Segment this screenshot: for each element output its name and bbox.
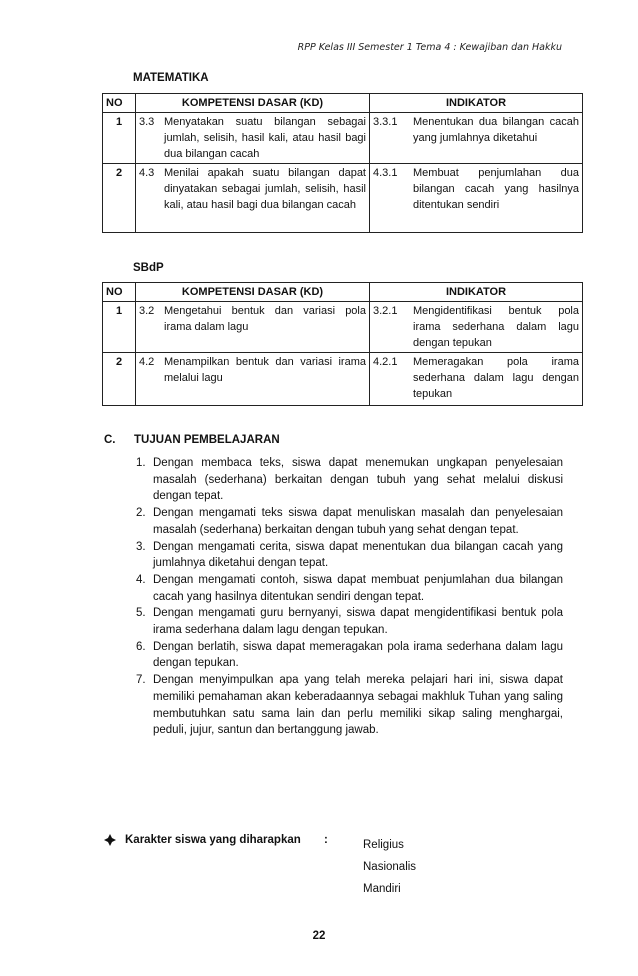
item-text: Dengan mengamati cerita, siswa dapat menentukan dua bilangan cacah yang jumlahnya diketahui dengan tepat. (153, 540, 563, 570)
item-text: Dengan mengamati contoh, siswa dapat membuat penjumlahan dua bilangan cacah yang hasilnya ditentukan sendiri dengan tepat. (153, 573, 563, 603)
kd-code: 4.2 (139, 356, 155, 368)
col-header-kd: KOMPETENSI DASAR (KD) (136, 94, 370, 113)
table-row (103, 353, 583, 406)
item-text: Dengan mengamati teks siswa dapat menuliskan masalah dan penyelesaian masalah (sederhana) berkaitan dengan tubuh yang sehat dengan tepat. (153, 507, 563, 536)
item-text: Dengan membaca teks, siswa dapat menemukan ungkapan penyelesaian masalah (sederhana) berkaitan dengan tubuh yang sehat melalui diskusi dengan tepat. (153, 457, 563, 503)
karakter-label: Karakter siswa yang diharapkan (125, 834, 301, 846)
indikator-text: Mengidentifikasi bentuk pola irama sederhana dalam lagu dengan tepukan (413, 305, 579, 349)
item-number: 4. (136, 573, 146, 586)
kd-code: 3.2 (139, 305, 155, 317)
diamond-bullet-icon (104, 834, 116, 846)
list-item (136, 672, 563, 739)
kd-text: Menyatakan suatu bilangan sebagai jumlah, selisih, hasil kali, atau hasil bagi dua bilangan cacah (164, 116, 366, 160)
kd-text: Menampilkan bentuk dan variasi irama melalui lagu (164, 356, 366, 384)
kd-table-matematika (102, 93, 583, 233)
indikator-cell (370, 302, 583, 353)
karakter-values (363, 834, 416, 900)
row-number: 2 (103, 353, 136, 406)
row-number: 1 (103, 113, 136, 164)
section-heading-tujuan (104, 434, 280, 446)
indikator-code: 3.2.1 (373, 305, 398, 317)
kd-text: Mengetahui bentuk dan variasi pola irama dalam lagu (164, 305, 366, 333)
indikator-cell (370, 353, 583, 406)
list-item (136, 539, 563, 572)
section-letter: C. (104, 434, 116, 446)
indikator-cell (370, 113, 583, 164)
col-header-no: NO (103, 94, 136, 113)
col-header-indikator: INDIKATOR (370, 94, 583, 113)
kd-text: Menilai apakah suatu bilangan dapat dinyatakan sebagai jumlah, selisih, hasil kali, atau hasil bagi dua bilangan cacah (164, 167, 366, 211)
item-number: 2. (136, 507, 146, 520)
running-header: RPP Kelas III Semester 1 Tema 4 : Kewajiban dan Hakku (297, 42, 562, 53)
tujuan-list (136, 455, 563, 739)
item-number: 1. (136, 457, 146, 469)
kd-cell (136, 353, 370, 406)
indikator-text: Memeragakan pola irama sederhana dalam lagu dengan tepukan (413, 356, 579, 400)
kd-code: 3.3 (139, 116, 155, 128)
row-number: 2 (103, 164, 136, 233)
karakter-value: Mandiri (363, 883, 401, 895)
indikator-code: 4.2.1 (373, 356, 398, 368)
table-row (103, 164, 583, 233)
list-item (136, 505, 563, 538)
row-number: 1 (103, 302, 136, 353)
page-number: 22 (312, 930, 326, 942)
item-number: 7. (136, 674, 146, 687)
karakter-value: Religius (363, 839, 404, 851)
kd-table-sbdp (102, 282, 583, 406)
kd-cell (136, 113, 370, 164)
section-title-tujuan: TUJUAN PEMBELAJARAN (134, 434, 280, 446)
list-item (136, 639, 563, 672)
col-header-no: NO (103, 283, 136, 302)
kd-cell (136, 302, 370, 353)
col-header-kd: KOMPETENSI DASAR (KD) (136, 283, 370, 302)
indikator-code: 3.3.1 (373, 116, 398, 128)
indikator-text: Menentukan dua bilangan cacah yang jumlahnya diketahui (413, 116, 579, 144)
karakter-value: Nasionalis (363, 861, 417, 873)
section-title-sbdp: SBdP (133, 262, 164, 274)
item-text: Dengan menyimpulkan apa yang telah mereka pelajari hari ini, siswa dapat memiliki pemahaman akan keberadaannya sebagai makhluk Tuhan yang saling membutuhkan satu sama lain dan perlu memiliki sikap saling menghargai, peduli, jujur, santun dan bertanggung jawab. (153, 674, 563, 737)
kd-code: 4.3 (139, 167, 155, 179)
indikator-text: Membuat penjumlahan dua bilangan cacah yang hasilnya ditentukan sendiri (413, 167, 579, 211)
indikator-code: 4.3.1 (373, 167, 398, 179)
list-item (136, 572, 563, 605)
item-number: 5. (136, 607, 146, 620)
item-text: Dengan berlatih, siswa dapat memeragakan pola irama sederhana dalam lagu dengan tepukan. (153, 640, 563, 670)
karakter-colon: : (324, 834, 328, 846)
item-number: 6. (136, 640, 146, 653)
item-number: 3. (136, 540, 146, 553)
col-header-indikator: INDIKATOR (370, 283, 583, 302)
table-row (103, 113, 583, 164)
list-item (136, 455, 563, 505)
list-item (136, 605, 563, 638)
section-title-matematika: MATEMATIKA (133, 72, 209, 84)
table-row (103, 302, 583, 353)
item-text: Dengan mengamati guru bernyanyi, siswa dapat mengidentifikasi bentuk pola irama sederhana dalam lagu dengan tepukan. (153, 607, 563, 637)
indikator-cell (370, 164, 583, 233)
kd-cell (136, 164, 370, 233)
